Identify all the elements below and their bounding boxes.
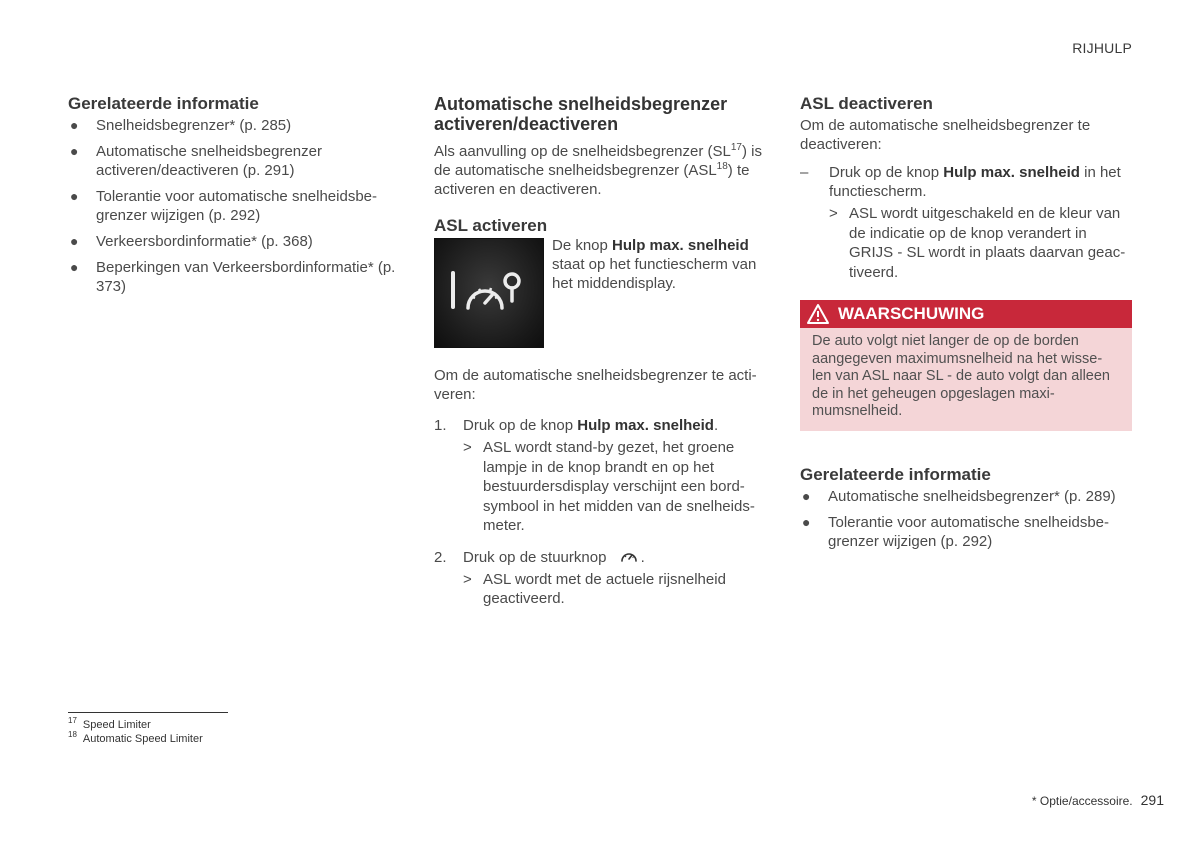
related-info-column <box>68 94 398 303</box>
deactivate-column <box>800 94 1132 558</box>
bullet-icon: ● <box>802 487 811 504</box>
bullet-icon: ● <box>70 188 79 204</box>
related-info-heading: Gerelateerde informatie <box>68 94 259 113</box>
footnote-item: $^{17}$ Speed Limiter <box>68 716 151 731</box>
footnote-item: $^{18}$ Automatic Speed Limiter <box>68 730 203 745</box>
asl-deactivate-heading: ASL deactiveren <box>800 94 933 113</box>
result-marker: > <box>463 570 472 588</box>
option-note: * Optie/accessoire. <box>1031 794 1133 808</box>
intro-paragraph: Als aanvulling op de snelheidsbegrenzer (SL$^{17}$) is de automatische snelheidsbegrenzer (ASL$^{18}$) te activeren en deactiveren. <box>434 142 762 198</box>
activate-instruction: Om de automatische snelheidsbegrenzer te acti-veren: <box>434 367 757 403</box>
step-dash: – <box>800 164 809 181</box>
steering-wheel-speedometer-icon <box>619 548 639 564</box>
list-item[interactable]: ● Tolerantie voor automatische snelheidsbe-grenzer wijzigen (p. 292) <box>802 513 1109 550</box>
bullet-icon: ● <box>802 513 811 530</box>
warning-triangle-icon <box>806 303 830 325</box>
bullet-icon: ● <box>70 117 79 133</box>
footnote-ref: 18 <box>716 161 728 172</box>
page-title: Automatische snelheidsbegrenzer activeren/deactiveren <box>434 94 728 134</box>
list-item[interactable]: ● Tolerantie voor automatische snelheidsbe-grenzer wijzigen (p. 292) <box>70 188 377 224</box>
related-info-heading: Gerelateerde informatie <box>800 464 991 484</box>
page-footer <box>1032 792 1164 808</box>
button-description: De knop Hulp max. snelheid staat op het functiescherm van het middendisplay. <box>552 238 757 292</box>
activate-column <box>434 94 764 609</box>
section-header: RIJHULP <box>1072 40 1132 56</box>
bullet-icon: ● <box>70 143 79 159</box>
speed-limiter-icon <box>435 239 543 347</box>
button-name: Hulp max. snelheid <box>943 164 1080 181</box>
speed-limiter-button-image <box>434 238 544 348</box>
result-marker: > <box>829 205 838 222</box>
related-info-list <box>800 487 1132 551</box>
button-name: Hulp max. snelheid <box>612 238 749 254</box>
footnote-ref: 17 <box>730 142 742 153</box>
result-marker: > <box>463 439 472 456</box>
button-name: Hulp max. snelheid <box>577 417 714 434</box>
deactivate-step: – Druk op de knop Hulp max. snelheid in het functiescherm. > ASL wordt uitgeschakeld en de kleur van de indicatie op de knop verandert in GRIJS - SL wordt in plaats daarvan geac-tiveerd. <box>800 163 1132 282</box>
page-number: 291 <box>1140 792 1164 808</box>
step-2-result: > ASL wordt met de actuele rijsnelheid geactiveerd. <box>463 570 726 607</box>
warning-title: WAARSCHUWING <box>838 304 985 323</box>
step-number: 1. <box>434 417 447 434</box>
related-info-list <box>68 116 398 296</box>
warning-text: De auto volgt niet langer de op de borden aangegeven maximumsnelheid na het wisse-len van ASL naar SL - de auto volgt dan alleen de in het geheugen opgeslagen maxi-mumsnelheid. <box>800 328 1132 431</box>
button-illustration-block <box>434 238 764 352</box>
list-item[interactable]: ● Automatische snelheidsbegrenzer activeren/deactiveren (p. 291) <box>70 143 322 179</box>
bullet-icon: ● <box>70 259 79 275</box>
step-2: 2. Druk op de stuurknop . > ASL wordt met de actuele rijsnelheid geactiveerd. <box>434 548 764 609</box>
list-item[interactable]: ● Beperkingen van Verkeersbordinformatie* (p. 373) <box>70 259 396 295</box>
list-item[interactable]: ● Verkeersbordinformatie* (p. 368) <box>70 233 313 250</box>
asl-activate-heading: ASL activeren <box>434 216 548 235</box>
step-1: 1. Druk op de knop Hulp max. snelheid. > ASL wordt stand-by gezet, het groene lampje in de knop brandt en op het bestuurdersdisplay verschijnt een bord-symbool in het midden van de snelheids-meter. <box>434 416 764 536</box>
deactivate-instruction: Om de automatische snelheidsbegrenzer te deactiveren: <box>800 117 1091 153</box>
list-item[interactable]: ● Automatische snelheidsbegrenzer* (p. 289) <box>802 487 1116 505</box>
step-1-result: > ASL wordt stand-by gezet, het groene lampje in de knop brandt en op het bestuurdersdisplay verschijnt een bord-symbool in het midden van de snelheids-meter. <box>463 439 755 534</box>
bullet-icon: ● <box>70 233 79 249</box>
warning-box <box>800 300 1132 431</box>
footnotes <box>68 712 228 746</box>
warning-header <box>800 300 1132 328</box>
footnote-divider <box>68 712 228 713</box>
deactivate-result: > ASL wordt uitgeschakeld en de kleur van de indicatie op de knop verandert in GRIJS - SL wordt in plaats daarvan geac-tiveerd. <box>829 205 1126 281</box>
list-item[interactable]: ● Snelheidsbegrenzer* (p. 285) <box>70 117 292 134</box>
step-number: 2. <box>434 548 447 566</box>
